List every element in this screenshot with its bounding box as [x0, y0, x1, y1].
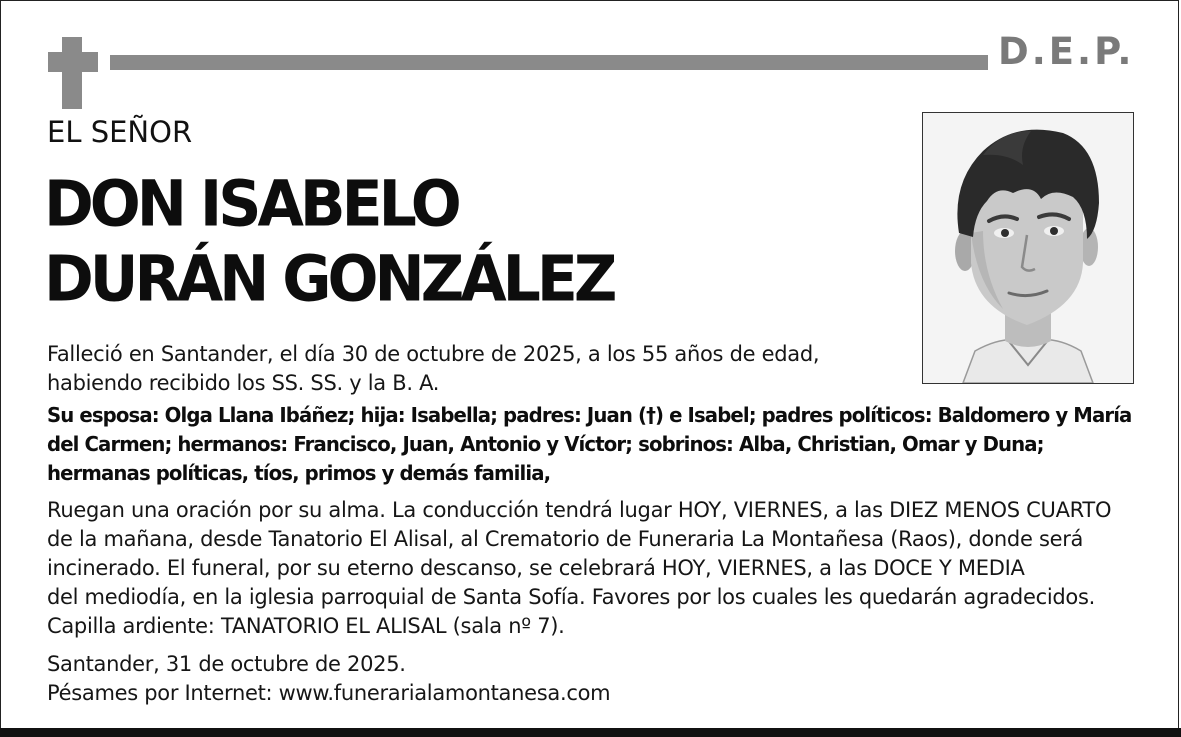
bottom-border-bar — [0, 728, 1181, 737]
service-paragraph — [47, 496, 1111, 641]
closing-paragraph — [47, 650, 610, 708]
header-rule — [110, 55, 988, 70]
service-line: del mediodía, en la iglesia parroquial de Santa Sofía. Favores por los cuales les quedarán agradecidos. — [47, 585, 1095, 609]
closing-date: Santander, 31 de octubre de 2025. — [47, 652, 406, 676]
deceased-name-line-1: DON ISABELO — [44, 167, 458, 242]
deceased-name-line-2: DURÁN GONZÁLEZ — [44, 242, 614, 317]
family-line: del Carmen; hermanos: Francisco, Juan, Antonio y Víctor; sobrinos: Alba, Christian, Omar y Duna; — [47, 432, 1044, 456]
service-line: incinerado. El funeral, por su eterno descanso, se celebrará HOY, VIERNES, a las DOCE Y MEDIA — [47, 556, 1025, 580]
death-paragraph — [47, 340, 819, 398]
family-paragraph — [47, 401, 1131, 488]
condolence-website: Pésames por Internet: www.funerarialamontanesa.com — [47, 681, 611, 705]
service-line: Ruegan una oración por su alma. La conducción tendrá lugar HOY, VIERNES, a las DIEZ MENOS CUARTO — [47, 498, 1112, 522]
death-line: Falleció en Santander, el día 30 de octubre de 2025, a los 55 años de edad, — [47, 342, 820, 366]
honorific: EL SEÑOR — [47, 115, 193, 149]
death-line: habiendo recibido los SS. SS. y la B. A. — [47, 371, 440, 395]
service-line: de la mañana, desde Tanatorio El Alisal, al Crematorio de Funeraria La Montañesa (Raos), donde será — [47, 527, 1084, 551]
family-line: Su esposa: Olga Llana Ibáñez; hija: Isabella; padres: Juan (†) e Isabel; padres políticos: Baldomero y María — [47, 403, 1132, 427]
cross-vertical-bar — [62, 37, 82, 109]
cross-horizontal-bar — [48, 52, 98, 72]
portrait-illustration — [923, 113, 1133, 383]
portrait-photo — [922, 112, 1134, 384]
family-line: hermanas políticas, tíos, primos y demás familia, — [47, 461, 551, 485]
service-line: Capilla ardiente: TANATORIO EL ALISAL (sala nº 7). — [47, 614, 565, 638]
dep-label: D.E.P. — [998, 30, 1135, 73]
